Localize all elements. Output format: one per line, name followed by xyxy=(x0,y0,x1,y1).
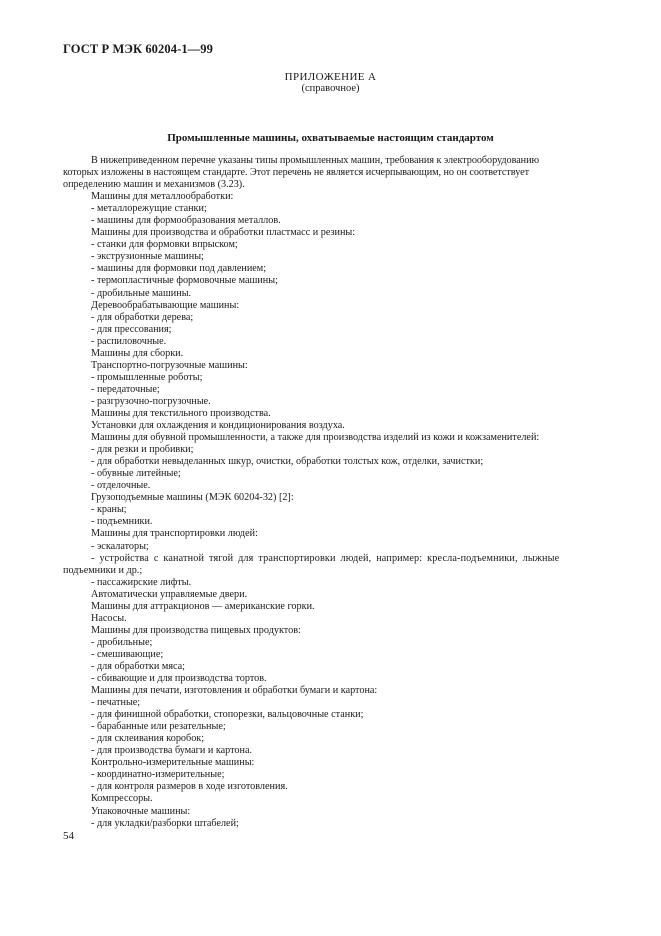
document-body xyxy=(63,155,600,830)
list-item: Упаковочные машины: xyxy=(91,805,191,817)
list-item: - термопластичные формовочные машины; xyxy=(91,275,278,287)
list-item-continuation: подъемники и др.; xyxy=(63,564,143,576)
list-item: - передаточные; xyxy=(91,383,160,395)
list-item: - смешивающие; xyxy=(91,648,164,660)
section-title: Промышленные машины, охватываемые настоящим стандартом xyxy=(167,132,494,144)
list-item: - пассажирские лифты. xyxy=(91,576,192,588)
list-item: - барабанные или резательные; xyxy=(91,721,226,733)
intro-line-2: которых изложены в настоящем стандарте. Этот перечень не является исчерпывающим, но он соответствует xyxy=(63,167,529,179)
list-item: - для финишной обработки, стопорезки, вальцовочные станки; xyxy=(91,709,364,721)
intro-line-1: В нижеприведенном перечне указаны типы промышленных машин, требования к электрооборудованию xyxy=(91,155,540,166)
list-item: Контрольно-измерительные машины: xyxy=(91,757,255,769)
list-item: - для обработки невыделанных шкур, очистки, обработки толстых кож, отделки, зачистки; xyxy=(91,456,484,468)
list-item: Насосы. xyxy=(91,612,127,624)
list-item: - машины для формовки под давлением; xyxy=(91,263,267,275)
list-item: Машины для металлообработки: xyxy=(91,191,234,203)
list-item: Машины для производства и обработки пластмасс и резины: xyxy=(91,227,356,239)
list-item: - печатные; xyxy=(91,697,141,709)
list-item: Компрессоры. xyxy=(91,793,153,805)
list-item: - для резки и пробивки; xyxy=(91,444,194,456)
list-item: Грузоподъемные машины (МЭК 60204-32) [2]: xyxy=(91,492,294,504)
list-item: - станки для формовки впрыском; xyxy=(91,239,238,251)
annex-subtitle: (справочное) xyxy=(301,83,360,94)
list-item: - координатно-измерительные; xyxy=(91,769,225,781)
list-item: Деревообрабатывающие машины: xyxy=(91,299,240,311)
document-header: ГОСТ Р МЭК 60204-1—99 xyxy=(63,42,213,56)
list-item: - разгрузочно-погрузочные. xyxy=(91,395,211,407)
list-item: Установки для охлаждения и кондиционирования воздуха. xyxy=(91,420,345,432)
list-item: - дробильные; xyxy=(91,636,153,648)
list-item: Машины для обувной промышленности, а также для производства изделий из кожи и кожзаменителей: xyxy=(91,432,540,444)
list-item: Машины для аттракционов — американские горки. xyxy=(91,600,315,612)
list-item: Машины для транспортировки людей: xyxy=(91,528,258,540)
list-item: Машины для производства пищевых продуктов: xyxy=(91,624,301,636)
list-item: - отделочные. xyxy=(91,480,151,492)
list-item: - для производства бумаги и картона. xyxy=(91,745,253,757)
list-item: - сбивающие и для производства тортов. xyxy=(91,673,267,685)
list-item: - для склеивания коробок; xyxy=(91,733,205,745)
list-item: - для укладки/разборки штабелей; xyxy=(91,817,239,829)
list-item: Машины для текстильного производства. xyxy=(91,407,271,419)
page-number: 54 xyxy=(63,830,74,842)
intro-line-3: определению машин и механизмов (3.23). xyxy=(63,179,245,191)
list-item: - для прессования; xyxy=(91,323,172,335)
list-item: - для обработки дерева; xyxy=(91,311,194,323)
list-item: Машины для печати, изготовления и обработки бумаги и картона: xyxy=(91,685,378,697)
list-item: - устройства с канатной тягой для транспортировки людей, например: кресла-подъемники, лыжные xyxy=(91,552,560,564)
list-item: - промышленные роботы; xyxy=(91,371,203,383)
list-item: - подъемники. xyxy=(91,516,153,528)
list-item: Машины для сборки. xyxy=(91,347,184,359)
annex-title: ПРИЛОЖЕНИЕ А xyxy=(284,71,377,83)
list-item: - дробильные машины. xyxy=(91,287,192,299)
list-item: - обувные литейные; xyxy=(91,468,181,480)
list-item: - металлорежущие станки; xyxy=(91,203,207,215)
list-item: Автоматически управляемые двери. xyxy=(91,588,248,600)
list-item: - краны; xyxy=(91,504,127,516)
list-item: - для обработки мяса; xyxy=(91,660,186,672)
list-item: - машины для формообразования металлов. xyxy=(91,215,281,227)
list-item: - распиловочные. xyxy=(91,335,167,347)
list-item: - для контроля размеров в ходе изготовления. xyxy=(91,781,288,793)
list-item: Транспортно-погрузочные машины: xyxy=(91,359,248,371)
list-item: - эскалаторы; xyxy=(91,540,149,552)
list-item: - экструзионные машины; xyxy=(91,251,204,263)
